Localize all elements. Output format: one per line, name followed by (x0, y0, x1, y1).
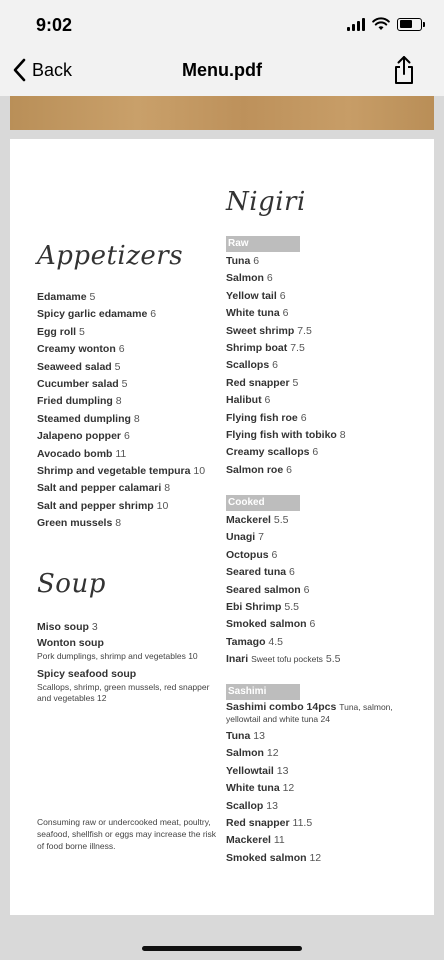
list-item: Salt and pepper shrimp 10 (37, 499, 169, 512)
list-item: Scallop 13 (226, 799, 278, 812)
list-item: Mackerel 11 (226, 834, 285, 847)
list-item: Fried dumpling 8 (37, 395, 122, 408)
list-item: Egg roll 5 (37, 325, 85, 338)
soup-heading: Soup (37, 569, 106, 599)
battery-icon (397, 18, 422, 31)
back-button[interactable] (12, 58, 72, 82)
nigiri-heading: Nigiri (226, 187, 306, 217)
cellular-signal-icon (347, 17, 365, 31)
list-item: Tuna 6 (226, 255, 260, 267)
list-item: Spicy seafood soup Scallops, shrimp, green mussels, red snapper and vegetables 12 (37, 668, 210, 703)
list-item: Flying fish with tobiko 8 (226, 429, 346, 442)
list-item: Shrimp boat 7.5 (226, 342, 305, 355)
list-item: Octopus 6 (226, 548, 278, 561)
list-item: Salmon 12 (226, 747, 279, 760)
navigation-bar (0, 50, 444, 96)
list-item: Seared salmon 6 (226, 583, 310, 596)
cooked-section-label: Cooked (226, 495, 300, 511)
list-item: Yellow tail 6 (226, 289, 286, 302)
chevron-left-icon (12, 58, 26, 82)
list-item: Cucumber salad 5 (37, 378, 128, 391)
list-item: Wonton soup Pork dumplings, shrimp and vegetables 10 (37, 637, 198, 661)
back-label: Back (32, 59, 73, 80)
share-button[interactable] (392, 54, 416, 91)
status-time: 9:02 (36, 15, 73, 35)
list-item: Edamame 5 (37, 291, 96, 303)
list-item: Red snapper 11.5 (226, 817, 313, 830)
list-item: Avocado bomb 11 (37, 447, 127, 460)
cooked-list (226, 512, 340, 669)
list-item: Salmon 6 (226, 272, 273, 285)
pdf-page[interactable] (10, 139, 434, 915)
list-item: Spicy garlic edamame 6 (37, 308, 157, 321)
sashimi-list (226, 701, 416, 867)
appetizers-list (37, 289, 205, 533)
list-item: Smoked salmon 12 (226, 851, 322, 864)
list-item: White tuna 12 (226, 782, 295, 795)
list-item: Scallops 6 (226, 359, 278, 372)
list-item: Inari Sweet tofu pockets 5.5 (226, 653, 341, 666)
list-item: Yellowtail 13 (226, 764, 289, 777)
list-item: Tamago 4.5 (226, 635, 284, 648)
list-item: Green mussels 8 (37, 517, 122, 530)
sashimi-section-label: Sashimi (226, 684, 300, 700)
home-indicator[interactable] (142, 946, 302, 951)
list-item: Sashimi combo 14pcs Tuna, salmon, yellowtail and white tuna 24 (226, 701, 393, 724)
list-item: White tuna 6 (226, 307, 289, 320)
list-item: Red snapper 5 (226, 376, 299, 389)
share-icon (392, 54, 416, 86)
list-item: Sweet shrimp 7.5 (226, 324, 312, 337)
list-item: Shrimp and vegetable tempura 10 (37, 465, 206, 478)
list-item: Ebi Shrimp 5.5 (226, 601, 299, 614)
raw-section-label: Raw (226, 236, 300, 252)
list-item: Halibut 6 (226, 394, 271, 407)
list-item: Smoked salmon 6 (226, 618, 316, 631)
list-item: Steamed dumpling 8 (37, 412, 140, 425)
raw-list (226, 253, 346, 479)
list-item: Tuna 13 (226, 730, 265, 742)
wifi-icon (372, 17, 390, 31)
list-item: Creamy wonton 6 (37, 343, 125, 356)
list-item: Mackerel 5.5 (226, 514, 289, 526)
previous-page-edge (10, 96, 434, 130)
appetizers-heading: Appetizers (37, 241, 184, 271)
list-item: Jalapeno popper 6 (37, 430, 130, 443)
list-item: Unagi 7 (226, 531, 264, 544)
soup-list (37, 619, 222, 704)
list-item: Seared tuna 6 (226, 566, 295, 579)
list-item: Salt and pepper calamari 8 (37, 482, 171, 495)
status-bar (0, 0, 444, 50)
list-item: Miso soup 3 (37, 621, 98, 633)
health-disclaimer: Consuming raw or undercooked meat, poultry, seafood, shellfish or eggs may increase the risk of food borne illness. (37, 817, 217, 851)
list-item: Salmon roe 6 (226, 463, 292, 476)
list-item: Seaweed salad 5 (37, 360, 121, 373)
list-item: Flying fish roe 6 (226, 411, 307, 424)
list-item: Creamy scallops 6 (226, 446, 319, 459)
document-title: Menu.pdf (182, 60, 262, 80)
status-icons (347, 17, 422, 31)
